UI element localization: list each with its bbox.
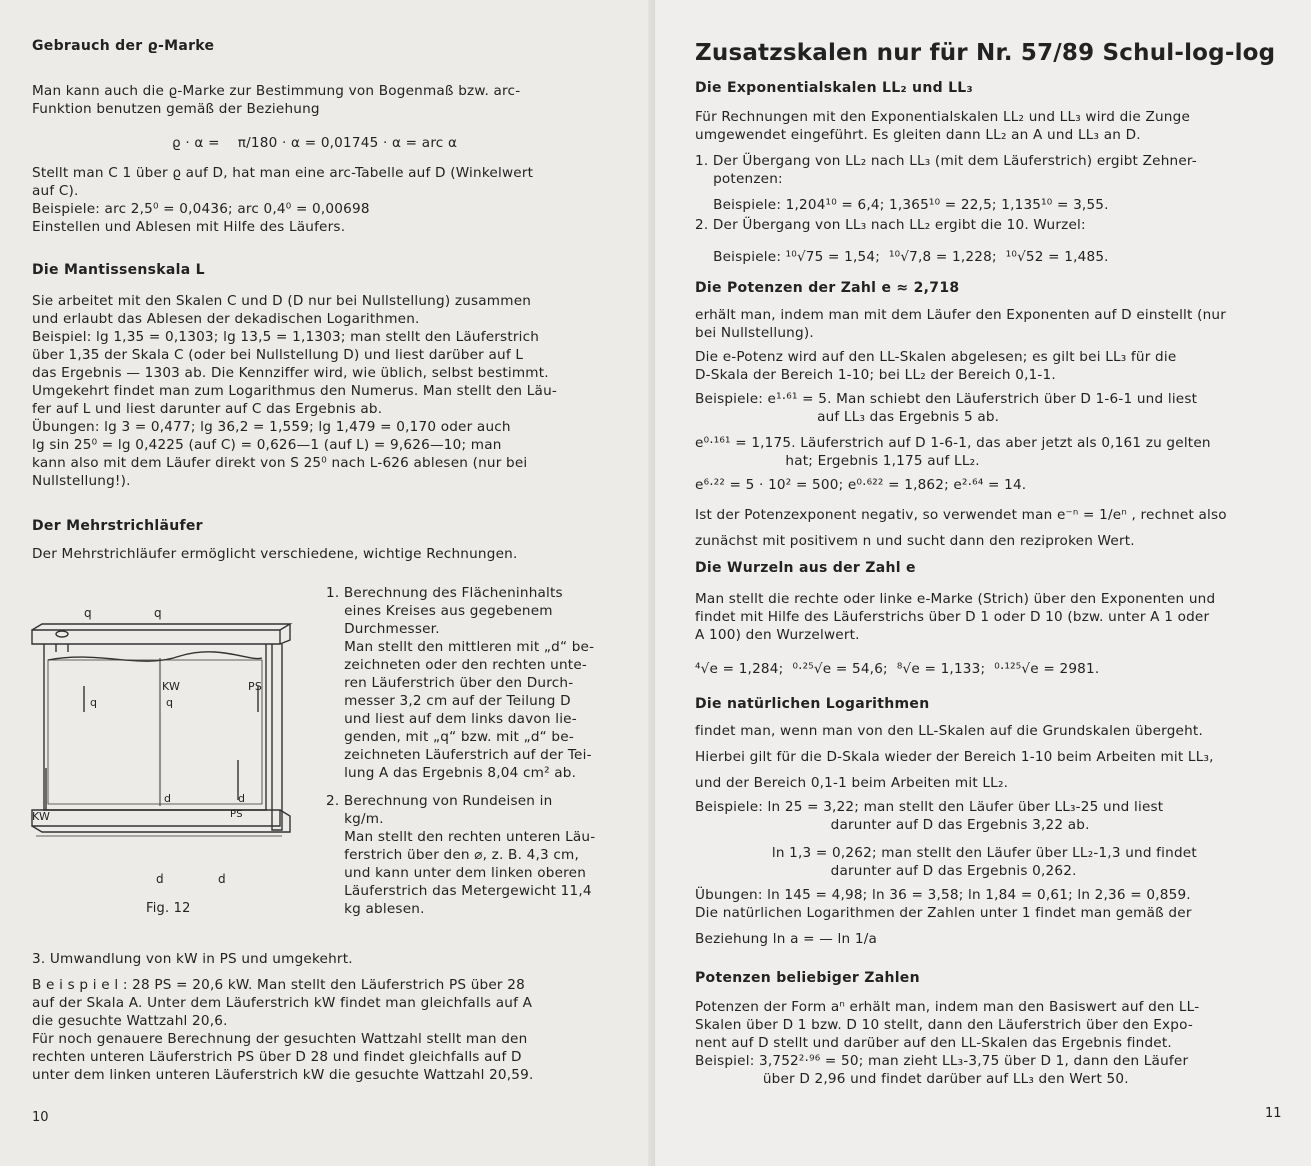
paragraph-line: e⁰·¹⁶¹ = 1,175. Läuferstrich auf D 1-6-1, das aber jetzt als 0,161 zu gelten bbox=[695, 435, 1211, 451]
paragraph-line: Beispiele: e¹·⁶¹ = 5. Man schiebt den Läuferstrich über D 1-6-1 und liest bbox=[695, 391, 1198, 407]
section-heading-exponential: Die Exponentialskalen LL₂ und LL₃ bbox=[695, 80, 973, 96]
paragraph-line: und erlaubt das Ablesen der dekadischen Logarithmen. bbox=[32, 311, 420, 327]
list-line: 2. Berechnung von Rundeisen in bbox=[326, 793, 553, 809]
section-heading-multiline-cursor: Der Mehrstrichläufer bbox=[32, 518, 203, 534]
paragraph-line: D-Skala der Bereich 1-10; bei LL₂ der Bereich 0,1-1. bbox=[695, 367, 1056, 383]
paragraph-line: Man stellt die rechte oder linke e-Marke (Strich) über den Exponenten und bbox=[695, 591, 1216, 607]
paragraph-line: auf C). bbox=[32, 183, 79, 199]
list-line: Man stellt den mittleren mit „d“ be- bbox=[326, 639, 595, 655]
list-line: messer 3,2 cm auf der Teilung D bbox=[326, 693, 571, 709]
figure-cursor-diagram bbox=[20, 600, 310, 930]
paragraph-line: Beispiel: lg 1,35 = 0,1303; lg 13,5 = 1,1303; man stellt den Läuferstrich bbox=[32, 329, 540, 345]
paragraph-line: e⁶·²² = 5 · 10² = 500; e⁰·⁶²² = 1,862; e²·⁶⁴ = 14. bbox=[695, 477, 1027, 493]
paragraph-line: die gesuchte Wattzahl 20,6. bbox=[32, 1013, 228, 1029]
paragraph-line: Beispiel: 3,752²·⁹⁶ = 50; man zieht LL₃-3,75 über D 1, dann den Läufer bbox=[695, 1053, 1189, 1069]
paragraph-line: Skalen über D 1 bzw. D 10 stellt, dann den Läuferstrich über den Expo- bbox=[695, 1017, 1193, 1033]
paragraph-line: rechten unteren Läuferstrich PS über D 28 und findet gleichfalls auf D bbox=[32, 1049, 522, 1065]
section-heading-natural-log: Die natürlichen Logarithmen bbox=[695, 696, 930, 712]
paragraph-line: Für noch genauere Berechnung der gesuchten Wattzahl stellt man den bbox=[32, 1031, 528, 1047]
paragraph-line: auf der Skala A. Unter dem Läuferstrich kW findet man gleichfalls auf A bbox=[32, 995, 533, 1011]
list-line: Durchmesser. bbox=[326, 621, 440, 637]
page-number: 11 bbox=[1265, 1106, 1282, 1121]
fig-label-ps: PS bbox=[230, 809, 243, 820]
paragraph-line: lg sin 25⁰ = lg 0,4225 (auf C) = 0,626—1 (auf L) = 9,626—10; man bbox=[32, 437, 502, 453]
paragraph-line: Übungen: lg 3 = 0,477; lg 36,2 = 1,559; lg 1,479 = 0,170 oder auch bbox=[32, 419, 511, 435]
section-heading-rho-mark: Gebrauch der ϱ-Marke bbox=[32, 38, 215, 54]
page-title: Zusatzskalen nur für Nr. 57/89 Schul-log-log bbox=[695, 40, 1276, 66]
list-line: zeichneten Läuferstrich auf der Tei- bbox=[326, 747, 592, 763]
paragraph-line: Funktion benutzen gemäß der Beziehung bbox=[32, 101, 320, 117]
list-line: eines Kreises aus gegebenem bbox=[326, 603, 553, 619]
paragraph-line: Übungen: ln 145 = 4,98; ln 36 = 3,58; ln 1,84 = 0,61; ln 2,36 = 0,859. bbox=[695, 887, 1191, 903]
list-line: und liest auf dem links davon lie- bbox=[326, 711, 577, 727]
list-line: 1. Berechnung des Flächeninhalts bbox=[326, 585, 563, 601]
paragraph-line: unter dem linken unteren Läuferstrich kW die gesuchte Wattzahl 20,59. bbox=[32, 1067, 534, 1083]
paragraph-line: Potenzen der Form aⁿ erhält man, indem man den Basiswert auf den LL- bbox=[695, 999, 1200, 1015]
paragraph-line: 2. Der Übergang von LL₃ nach LL₂ ergibt die 10. Wurzel: bbox=[695, 217, 1086, 233]
fig-label-kw: KW bbox=[32, 810, 51, 823]
paragraph-line: umgewendet eingeführt. Es gleiten dann LL₂ an A und LL₃ an D. bbox=[695, 127, 1141, 143]
fig-label-d: d bbox=[218, 872, 226, 886]
paragraph-line: über D 2,96 und findet darüber auf LL₃ den Wert 50. bbox=[695, 1071, 1129, 1087]
paragraph-line: fer auf L und liest darunter auf C das Ergebnis ab. bbox=[32, 401, 383, 417]
list-line: und kann unter dem linken oberen bbox=[326, 865, 587, 881]
paragraph-line: Man kann auch die ϱ-Marke zur Bestimmung von Bogenmaß bzw. arc- bbox=[32, 83, 521, 99]
fig-label-q: q bbox=[166, 696, 174, 709]
formula-rho: ϱ · α = π/180 · α = 0,01745 · α = arc α bbox=[172, 135, 458, 151]
list-line: Man stellt den rechten unteren Läu- bbox=[326, 829, 596, 845]
paragraph-line: Beziehung ln a = — ln 1/a bbox=[695, 931, 878, 947]
fig-label-kw: KW bbox=[162, 680, 181, 693]
paragraph-line: Beispiele: ¹⁰√75 = 1,54; ¹⁰√7,8 = 1,228; ¹⁰√52 = 1,485. bbox=[695, 249, 1109, 265]
paragraph-line: 3. Umwandlung von kW in PS und umgekehrt. bbox=[32, 951, 353, 967]
page-number: 10 bbox=[32, 1110, 49, 1125]
paragraph-line: zunächst mit positivem n und sucht dann den reziproken Wert. bbox=[695, 533, 1135, 549]
fig-label-d: d bbox=[164, 792, 172, 805]
paragraph-line: hat; Ergebnis 1,175 auf LL₂. bbox=[695, 453, 980, 469]
paragraph-line: ln 1,3 = 0,262; man stellt den Läufer über LL₂-1,3 und findet bbox=[695, 845, 1197, 861]
list-line: kg ablesen. bbox=[326, 901, 425, 917]
left-page bbox=[0, 0, 655, 1166]
section-heading-mantissa: Die Mantissenskala L bbox=[32, 262, 205, 278]
paragraph-line: auf LL₃ das Ergebnis 5 ab. bbox=[695, 409, 1000, 425]
paragraph-line: ⁴√e = 1,284; ⁰·²⁵√e = 54,6; ⁸√e = 1,133; ⁰·¹²⁵√e = 2981. bbox=[695, 661, 1100, 677]
paragraph-line: Nullstellung!). bbox=[32, 473, 131, 489]
paragraph-line: 1. Der Übergang von LL₂ nach LL₃ (mit dem Läuferstrich) ergibt Zehner- bbox=[695, 153, 1197, 169]
paragraph-line: Hierbei gilt für die D-Skala wieder der Bereich 1-10 beim Arbeiten mit LL₃, bbox=[695, 749, 1214, 765]
list-line: genden, mit „q“ bzw. mit „d“ be- bbox=[326, 729, 574, 745]
paragraph-line: potenzen: bbox=[695, 171, 783, 187]
paragraph-line: Beispiele: arc 2,5⁰ = 0,0436; arc 0,4⁰ = 0,00698 bbox=[32, 201, 370, 217]
section-heading-roots-e: Die Wurzeln aus der Zahl e bbox=[695, 560, 916, 576]
list-line: lung A das Ergebnis 8,04 cm² ab. bbox=[326, 765, 577, 781]
paragraph-line: das Ergebnis — 1303 ab. Die Kennziffer wird, wie üblich, selbst bestimmt. bbox=[32, 365, 549, 381]
list-line: ren Läuferstrich über den Durch- bbox=[326, 675, 574, 691]
paragraph-line: Ist der Potenzexponent negativ, so verwendet man e⁻ⁿ = 1/eⁿ , rechnet also bbox=[695, 507, 1227, 523]
paragraph-line: B e i s p i e l : 28 PS = 20,6 kW. Man stellt den Läuferstrich PS über 28 bbox=[32, 977, 525, 993]
list-line: Läuferstrich das Metergewicht 11,4 bbox=[326, 883, 592, 899]
section-heading-arbitrary-powers: Potenzen beliebiger Zahlen bbox=[695, 970, 920, 986]
paragraph-line: Stellt man C 1 über ϱ auf D, hat man eine arc-Tabelle auf D (Winkelwert bbox=[32, 165, 534, 181]
fig-label-d: d bbox=[156, 872, 164, 886]
paragraph-line: Sie arbeitet mit den Skalen C und D (D nur bei Nullstellung) zusammen bbox=[32, 293, 532, 309]
list-line: zeichneten oder den rechten unte- bbox=[326, 657, 588, 673]
paragraph-line: findet mit Hilfe des Läuferstrichs über D 1 oder D 10 (bzw. unter A 1 oder bbox=[695, 609, 1210, 625]
paragraph-line: über 1,35 der Skala C (oder bei Nullstellung D) und liest darüber auf L bbox=[32, 347, 524, 363]
section-heading-powers-e: Die Potenzen der Zahl e ≈ 2,718 bbox=[695, 280, 960, 296]
right-page bbox=[655, 0, 1311, 1166]
paragraph-line: und der Bereich 0,1-1 beim Arbeiten mit LL₂. bbox=[695, 775, 1009, 791]
paragraph-line: Die natürlichen Logarithmen der Zahlen unter 1 findet man gemäß der bbox=[695, 905, 1192, 921]
fig-label-d: d bbox=[238, 792, 246, 805]
paragraph-line: Der Mehrstrichläufer ermöglicht verschiedene, wichtige Rechnungen. bbox=[32, 546, 518, 562]
paragraph-line: findet man, wenn man von den LL-Skalen auf die Grundskalen übergeht. bbox=[695, 723, 1203, 739]
fig-label-q: q bbox=[154, 606, 162, 620]
fig-label-ps: PS bbox=[248, 680, 263, 693]
paragraph-line: Beispiele: 1,204¹⁰ = 6,4; 1,365¹⁰ = 22,5; 1,135¹⁰ = 3,55. bbox=[695, 197, 1109, 213]
paragraph-line: darunter auf D das Ergebnis 0,262. bbox=[695, 863, 1077, 879]
paragraph-line: Für Rechnungen mit den Exponentialskalen LL₂ und LL₃ wird die Zunge bbox=[695, 109, 1191, 125]
paragraph-line: A 100) den Wurzelwert. bbox=[695, 627, 860, 643]
list-line: ferstrich über den ⌀, z. B. 4,3 cm, bbox=[326, 847, 580, 863]
paragraph-line: darunter auf D das Ergebnis 3,22 ab. bbox=[695, 817, 1090, 833]
fig-label-q: q bbox=[84, 606, 92, 620]
paragraph-line: Die e-Potenz wird auf den LL-Skalen abgelesen; es gilt bei LL₃ für die bbox=[695, 349, 1177, 365]
paragraph-line: erhält man, indem man mit dem Läufer den Exponenten auf D einstellt (nur bbox=[695, 307, 1227, 323]
paragraph-line: bei Nullstellung). bbox=[695, 325, 814, 341]
cursor-drawing bbox=[20, 600, 310, 930]
paragraph-line: Einstellen und Ablesen mit Hilfe des Läufers. bbox=[32, 219, 346, 235]
paragraph-line: nent auf D stellt und darüber auf den LL-Skalen das Ergebnis findet. bbox=[695, 1035, 1172, 1051]
paragraph-line: Beispiele: ln 25 = 3,22; man stellt den Läufer über LL₃-25 und liest bbox=[695, 799, 1164, 815]
paragraph-line: kann also mit dem Läufer direkt von S 25⁰ nach L-626 ablesen (nur bei bbox=[32, 455, 528, 471]
list-line: kg/m. bbox=[326, 811, 384, 827]
fig-label-q: q bbox=[90, 696, 98, 709]
paragraph-line: Umgekehrt findet man zum Logarithmus den Numerus. Man stellt den Läu- bbox=[32, 383, 557, 399]
figure-caption: Fig. 12 bbox=[146, 901, 191, 916]
